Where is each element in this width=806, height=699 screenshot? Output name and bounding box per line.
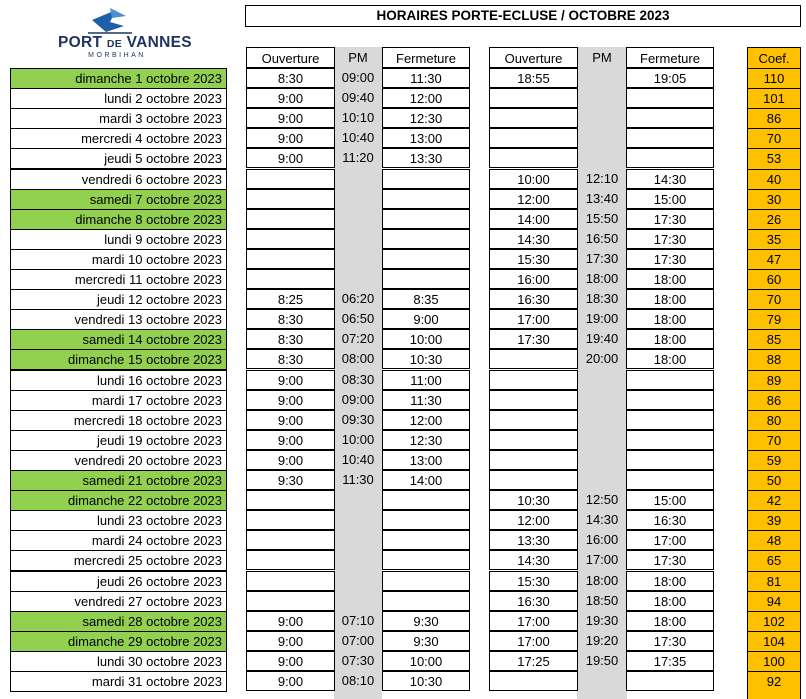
- pm-pm-cell: 19:00: [585, 311, 619, 327]
- am-fermeture-cell: 8:35: [382, 289, 470, 309]
- am-pm-cell: [334, 571, 382, 591]
- pm-pm-cell: [577, 470, 627, 490]
- date-cell: lundi 23 octobre 2023: [10, 510, 227, 531]
- date-cell: dimanche 8 octobre 2023: [10, 209, 227, 230]
- am-fermeture-cell: [382, 189, 470, 209]
- date-cell: samedi 14 octobre 2023: [10, 329, 227, 350]
- pm-ouverture-cell: [489, 349, 578, 369]
- pm-fermeture-cell: [626, 450, 714, 470]
- pm-fermeture-cell: [626, 671, 714, 691]
- am-ouverture-cell: 8:30: [246, 329, 335, 349]
- am-ouverture-cell: 9:00: [246, 88, 335, 108]
- am-fermeture-cell: [382, 571, 470, 591]
- pm-pm-cell: [577, 390, 627, 410]
- am-fermeture-cell: 14:00: [382, 470, 470, 490]
- am-fermeture-cell: 12:30: [382, 430, 470, 450]
- am-ouverture-cell: [246, 490, 335, 510]
- pm-pm-cell: [577, 128, 627, 148]
- coef-cell: 86: [747, 108, 801, 128]
- date-cell: samedi 28 octobre 2023: [10, 611, 227, 632]
- am-pm-cell: 09:40: [341, 90, 375, 106]
- coef-cell: 110: [747, 68, 801, 88]
- coef-cell: 53: [747, 148, 801, 168]
- date-cell: dimanche 22 octobre 2023: [10, 490, 227, 511]
- pm-pm-cell: 19:20: [585, 632, 619, 648]
- am-pm-cell: 06:20: [341, 291, 375, 307]
- date-cell: jeudi 19 octobre 2023: [10, 430, 227, 451]
- pm-ouverture-cell: 14:30: [489, 229, 578, 249]
- am-fermeture-cell: 10:30: [382, 349, 470, 369]
- pm-ouverture-cell: 16:30: [489, 591, 578, 611]
- am-pm-cell: 07:20: [341, 331, 375, 347]
- coef-cell: 80: [747, 410, 801, 430]
- pm-pm-cell: 12:10: [585, 170, 619, 186]
- header-coef: Coef.: [747, 47, 801, 68]
- date-cell: vendredi 6 octobre 2023: [10, 169, 227, 190]
- pm-ouverture-cell: 17:00: [489, 309, 578, 329]
- am-ouverture-cell: [246, 591, 335, 611]
- pm-pm-cell: 16:50: [585, 230, 619, 246]
- pm-fermeture-cell: 18:00: [626, 269, 714, 289]
- am-pm-cell: 08:10: [341, 673, 375, 688]
- pm-fermeture-cell: 16:30: [626, 510, 714, 530]
- am-fermeture-cell: 13:30: [382, 148, 470, 168]
- am-pm-cell: [334, 269, 382, 289]
- pm-pm-cell: [577, 68, 627, 88]
- date-cell: lundi 9 octobre 2023: [10, 229, 227, 250]
- sail-icon: [86, 6, 134, 34]
- pm-fermeture-cell: [626, 108, 714, 128]
- coef-cell: 47: [747, 249, 801, 269]
- pm-ouverture-cell: [489, 148, 578, 168]
- am-pm-cell: [334, 229, 382, 249]
- date-cell: mardi 3 octobre 2023: [10, 108, 227, 129]
- logo-brand-name: [58, 34, 192, 52]
- am-ouverture-cell: [246, 229, 335, 249]
- am-ouverture-cell: 9:00: [246, 148, 335, 168]
- pm-fermeture-cell: 19:05: [626, 68, 714, 88]
- pm-pm-cell: [577, 108, 627, 128]
- pm-ouverture-cell: 16:30: [489, 289, 578, 309]
- pm-pm-cell: 17:00: [585, 552, 619, 568]
- am-pm-cell: 08:30: [341, 371, 375, 387]
- pm-fermeture-cell: 17:30: [626, 249, 714, 269]
- pm-ouverture-cell: 16:00: [489, 269, 578, 289]
- pm-pm-cell: [577, 148, 627, 168]
- date-cell: jeudi 12 octobre 2023: [10, 289, 227, 310]
- am-pm-cell: 10:00: [341, 431, 375, 447]
- am-pm-cell: 10:10: [341, 110, 375, 126]
- logo-subtitle: MORBIHAN: [88, 52, 146, 59]
- date-cell: samedi 7 octobre 2023: [10, 189, 227, 210]
- pm-pm-cell: 18:00: [585, 271, 619, 286]
- am-pm-cell: 09:30: [341, 411, 375, 427]
- coef-cell: 39: [747, 510, 801, 530]
- pm-ouverture-cell: 18:55: [489, 68, 578, 88]
- am-ouverture-cell: 9:00: [246, 651, 335, 671]
- date-cell: vendredi 20 octobre 2023: [10, 450, 227, 471]
- am-ouverture-cell: 9:00: [246, 450, 335, 470]
- port-de-vannes-logo: [58, 6, 192, 66]
- pm-fermeture-cell: 18:00: [626, 571, 714, 591]
- am-pm-cell: [334, 169, 382, 189]
- pm-ouverture-cell: 17:00: [489, 611, 578, 631]
- am-ouverture-cell: 8:25: [246, 289, 335, 309]
- pm-ouverture-cell: 17:25: [489, 651, 578, 671]
- am-fermeture-cell: 12:30: [382, 108, 470, 128]
- pm-pm-cell: 19:50: [585, 652, 619, 668]
- am-pm-cell: 07:30: [341, 652, 375, 668]
- am-ouverture-cell: 9:00: [246, 671, 335, 691]
- pm-ouverture-cell: [489, 128, 578, 148]
- pm-fermeture-cell: 14:30: [626, 169, 714, 189]
- am-pm-cell: 08:00: [341, 351, 375, 367]
- pm-fermeture-cell: [626, 470, 714, 490]
- am-ouverture-cell: [246, 169, 335, 189]
- am-fermeture-cell: 13:00: [382, 128, 470, 148]
- pm-fermeture-cell: [626, 390, 714, 410]
- am-pm-cell: 09:00: [341, 70, 375, 85]
- am-fermeture-cell: [382, 550, 470, 570]
- pm-ouverture-cell: 12:00: [489, 510, 578, 530]
- pm-fermeture-cell: 18:00: [626, 349, 714, 369]
- pm-fermeture-cell: [626, 410, 714, 430]
- coef-cell: 101: [747, 88, 801, 108]
- coef-cell: 81: [747, 571, 801, 591]
- coef-cell: 40: [747, 169, 801, 189]
- am-ouverture-cell: [246, 209, 335, 229]
- pm-pm-cell: 18:50: [585, 592, 619, 608]
- pm-ouverture-cell: [489, 370, 578, 390]
- logo-word-vannes: VANNES: [126, 34, 192, 51]
- pm-ouverture-cell: 10:30: [489, 490, 578, 510]
- am-fermeture-cell: 10:00: [382, 329, 470, 349]
- am-ouverture-cell: [246, 571, 335, 591]
- pm-pm-cell: [577, 370, 627, 390]
- pm-ouverture-cell: 10:00: [489, 169, 578, 189]
- am-ouverture-cell: [246, 550, 335, 570]
- date-cell: lundi 30 octobre 2023: [10, 651, 227, 672]
- am-fermeture-cell: [382, 209, 470, 229]
- am-ouverture-cell: 8:30: [246, 68, 335, 88]
- date-cell: dimanche 1 octobre 2023: [10, 68, 227, 89]
- pm-fermeture-cell: 17:00: [626, 530, 714, 550]
- pm-fermeture-cell: 17:30: [626, 209, 714, 229]
- date-cell: jeudi 5 octobre 2023: [10, 148, 227, 169]
- am-ouverture-cell: 9:00: [246, 370, 335, 390]
- pm-pm-cell: [577, 671, 627, 691]
- pm-ouverture-cell: [489, 410, 578, 430]
- am-ouverture-cell: 9:00: [246, 631, 335, 651]
- header-am-pm: PM: [348, 50, 368, 65]
- am-fermeture-cell: 12:00: [382, 410, 470, 430]
- am-fermeture-cell: [382, 530, 470, 550]
- pm-pm-cell: 13:40: [585, 190, 619, 206]
- pm-pm-cell: 12:50: [585, 492, 619, 508]
- coef-cell: 92: [747, 671, 801, 691]
- page-title: HORAIRES PORTE-ECLUSE / OCTOBRE 2023: [245, 5, 801, 27]
- am-pm-cell: 07:10: [341, 612, 375, 628]
- header-am-fermeture: Fermeture: [382, 47, 470, 68]
- am-pm-cell: 11:30: [342, 472, 374, 487]
- coef-cell: 60: [747, 269, 801, 289]
- date-cell: lundi 2 octobre 2023: [10, 88, 227, 109]
- date-cell: vendredi 27 octobre 2023: [10, 591, 227, 612]
- am-ouverture-cell: 9:00: [246, 108, 335, 128]
- header-pm-ouverture: Ouverture: [489, 47, 578, 68]
- coef-cell: 94: [747, 591, 801, 611]
- am-ouverture-cell: 9:00: [246, 128, 335, 148]
- am-ouverture-cell: [246, 530, 335, 550]
- coef-cell: 70: [747, 289, 801, 309]
- am-ouverture-cell: 9:00: [246, 410, 335, 430]
- pm-fermeture-cell: 18:00: [626, 309, 714, 329]
- pm-fermeture-cell: 18:00: [626, 329, 714, 349]
- date-cell: dimanche 29 octobre 2023: [10, 631, 227, 652]
- am-fermeture-cell: 10:30: [382, 671, 470, 691]
- pm-ouverture-cell: [489, 671, 578, 691]
- pm-ouverture-cell: 15:30: [489, 571, 578, 591]
- am-fermeture-cell: [382, 169, 470, 189]
- date-cell: samedi 21 octobre 2023: [10, 470, 227, 491]
- pm-pm-cell: [577, 430, 627, 450]
- am-fermeture-cell: [382, 591, 470, 611]
- coef-cell: 86: [747, 390, 801, 410]
- pm-ouverture-cell: [489, 390, 578, 410]
- pm-ouverture-cell: 14:30: [489, 550, 578, 570]
- am-pm-cell: [334, 189, 382, 209]
- pm-fermeture-cell: 15:00: [626, 189, 714, 209]
- am-ouverture-cell: 8:30: [246, 349, 335, 369]
- am-fermeture-cell: 13:00: [382, 450, 470, 470]
- am-fermeture-cell: 12:00: [382, 88, 470, 108]
- am-ouverture-cell: [246, 249, 335, 269]
- coef-cell: 50: [747, 470, 801, 490]
- pm-ouverture-cell: 17:30: [489, 329, 578, 349]
- coef-cell: 88: [747, 349, 801, 369]
- header-pm-pm: PM: [592, 50, 612, 65]
- am-fermeture-cell: [382, 229, 470, 249]
- pm-fermeture-cell: 18:00: [626, 591, 714, 611]
- pm-ouverture-cell: [489, 108, 578, 128]
- coef-cell: 26: [747, 209, 801, 229]
- am-fermeture-cell: [382, 490, 470, 510]
- date-cell: dimanche 15 octobre 2023: [10, 349, 227, 370]
- pm-fermeture-cell: [626, 148, 714, 168]
- am-fermeture-cell: 9:00: [382, 309, 470, 329]
- coef-cell: 100: [747, 651, 801, 671]
- date-cell: mercredi 25 octobre 2023: [10, 550, 227, 571]
- pm-ouverture-cell: 13:30: [489, 530, 578, 550]
- am-pm-cell: 10:40: [341, 130, 375, 146]
- am-pm-cell: [334, 249, 382, 269]
- pm-ouverture-cell: [489, 88, 578, 108]
- pm-fermeture-cell: 17:30: [626, 631, 714, 651]
- pm-ouverture-cell: [489, 450, 578, 470]
- date-cell: mercredi 11 octobre 2023: [10, 269, 227, 290]
- coef-cell: 70: [747, 430, 801, 450]
- pm-ouverture-cell: [489, 430, 578, 450]
- pm-ouverture-cell: 14:00: [489, 209, 578, 229]
- pm-fermeture-cell: [626, 430, 714, 450]
- date-cell: jeudi 26 octobre 2023: [10, 571, 227, 592]
- coef-cell: 35: [747, 229, 801, 249]
- am-fermeture-cell: [382, 269, 470, 289]
- coef-cell: 59: [747, 450, 801, 470]
- am-ouverture-cell: [246, 269, 335, 289]
- date-cell: mardi 24 octobre 2023: [10, 530, 227, 551]
- pm-fermeture-cell: [626, 370, 714, 390]
- am-fermeture-cell: [382, 249, 470, 269]
- pm-pm-cell: 18:30: [585, 291, 619, 307]
- am-pm-cell: [334, 209, 382, 229]
- am-ouverture-cell: 9:00: [246, 611, 335, 631]
- am-pm-cell: 07:00: [341, 632, 375, 648]
- am-pm-cell: 06:50: [341, 311, 375, 327]
- date-cell: vendredi 13 octobre 2023: [10, 309, 227, 330]
- am-pm-cell: [334, 510, 382, 530]
- am-fermeture-cell: 9:30: [382, 611, 470, 631]
- am-ouverture-cell: [246, 189, 335, 209]
- am-fermeture-cell: 11:30: [382, 68, 470, 88]
- date-cell: mardi 31 octobre 2023: [10, 671, 227, 692]
- am-pm-cell: [334, 530, 382, 550]
- pm-fermeture-cell: 15:00: [626, 490, 714, 510]
- date-cell: mercredi 4 octobre 2023: [10, 128, 227, 149]
- pm-ouverture-cell: 12:00: [489, 189, 578, 209]
- pm-pm-cell: 16:00: [585, 532, 619, 548]
- am-pm-cell: [334, 591, 382, 611]
- pm-fermeture-cell: [626, 128, 714, 148]
- header-pm-fermeture: Fermeture: [626, 47, 714, 68]
- pm-pm-cell: [577, 450, 627, 470]
- date-cell: lundi 16 octobre 2023: [10, 370, 227, 391]
- coef-cell: 42: [747, 490, 801, 510]
- pm-pm-cell: 19:30: [585, 612, 619, 628]
- pm-pm-cell: 18:00: [585, 572, 619, 588]
- logo-word-port: PORT: [58, 34, 103, 51]
- pm-fermeture-cell: 17:30: [626, 550, 714, 570]
- coef-cell: 30: [747, 189, 801, 209]
- coef-cell: 48: [747, 530, 801, 550]
- pm-pm-cell: [577, 88, 627, 108]
- date-cell: mercredi 18 octobre 2023: [10, 410, 227, 431]
- am-ouverture-cell: 9:00: [246, 390, 335, 410]
- am-fermeture-cell: [382, 510, 470, 530]
- pm-fermeture-cell: 18:00: [626, 611, 714, 631]
- pm-ouverture-cell: 15:30: [489, 249, 578, 269]
- am-ouverture-cell: [246, 510, 335, 530]
- pm-pm-cell: 15:50: [585, 210, 619, 226]
- coef-cell: 65: [747, 550, 801, 570]
- pm-fermeture-cell: 17:35: [626, 651, 714, 671]
- am-fermeture-cell: 11:00: [382, 370, 470, 390]
- coef-cell: 104: [747, 631, 801, 651]
- coef-cell: 79: [747, 309, 801, 329]
- pm-pm-cell: 17:30: [585, 250, 619, 266]
- am-pm-cell: 11:20: [342, 150, 374, 166]
- am-fermeture-cell: 11:30: [382, 390, 470, 410]
- pm-pm-cell: 14:30: [585, 512, 619, 528]
- am-fermeture-cell: 9:30: [382, 631, 470, 651]
- coef-cell: 85: [747, 329, 801, 349]
- pm-pm-cell: 19:40: [585, 331, 619, 347]
- am-ouverture-cell: 8:30: [246, 309, 335, 329]
- coef-cell: 102: [747, 611, 801, 631]
- pm-ouverture-cell: 17:00: [489, 631, 578, 651]
- am-pm-cell: 09:00: [341, 391, 375, 407]
- date-cell: mardi 17 octobre 2023: [10, 390, 227, 411]
- pm-pm-cell: [577, 410, 627, 430]
- am-pm-cell: 10:40: [341, 451, 375, 467]
- coef-cell: 70: [747, 128, 801, 148]
- header-am-ouverture: Ouverture: [246, 47, 335, 68]
- date-cell: mardi 10 octobre 2023: [10, 249, 227, 270]
- pm-fermeture-cell: [626, 88, 714, 108]
- pm-fermeture-cell: 17:30: [626, 229, 714, 249]
- pm-ouverture-cell: [489, 470, 578, 490]
- am-fermeture-cell: 10:00: [382, 651, 470, 671]
- am-pm-cell: [334, 550, 382, 570]
- pm-fermeture-cell: 18:00: [626, 289, 714, 309]
- pm-pm-cell: 20:00: [585, 351, 619, 367]
- am-ouverture-cell: 9:30: [246, 470, 335, 490]
- am-ouverture-cell: 9:00: [246, 430, 335, 450]
- am-pm-cell: [334, 490, 382, 510]
- logo-word-de: DE: [106, 38, 123, 50]
- coef-cell: 89: [747, 370, 801, 390]
